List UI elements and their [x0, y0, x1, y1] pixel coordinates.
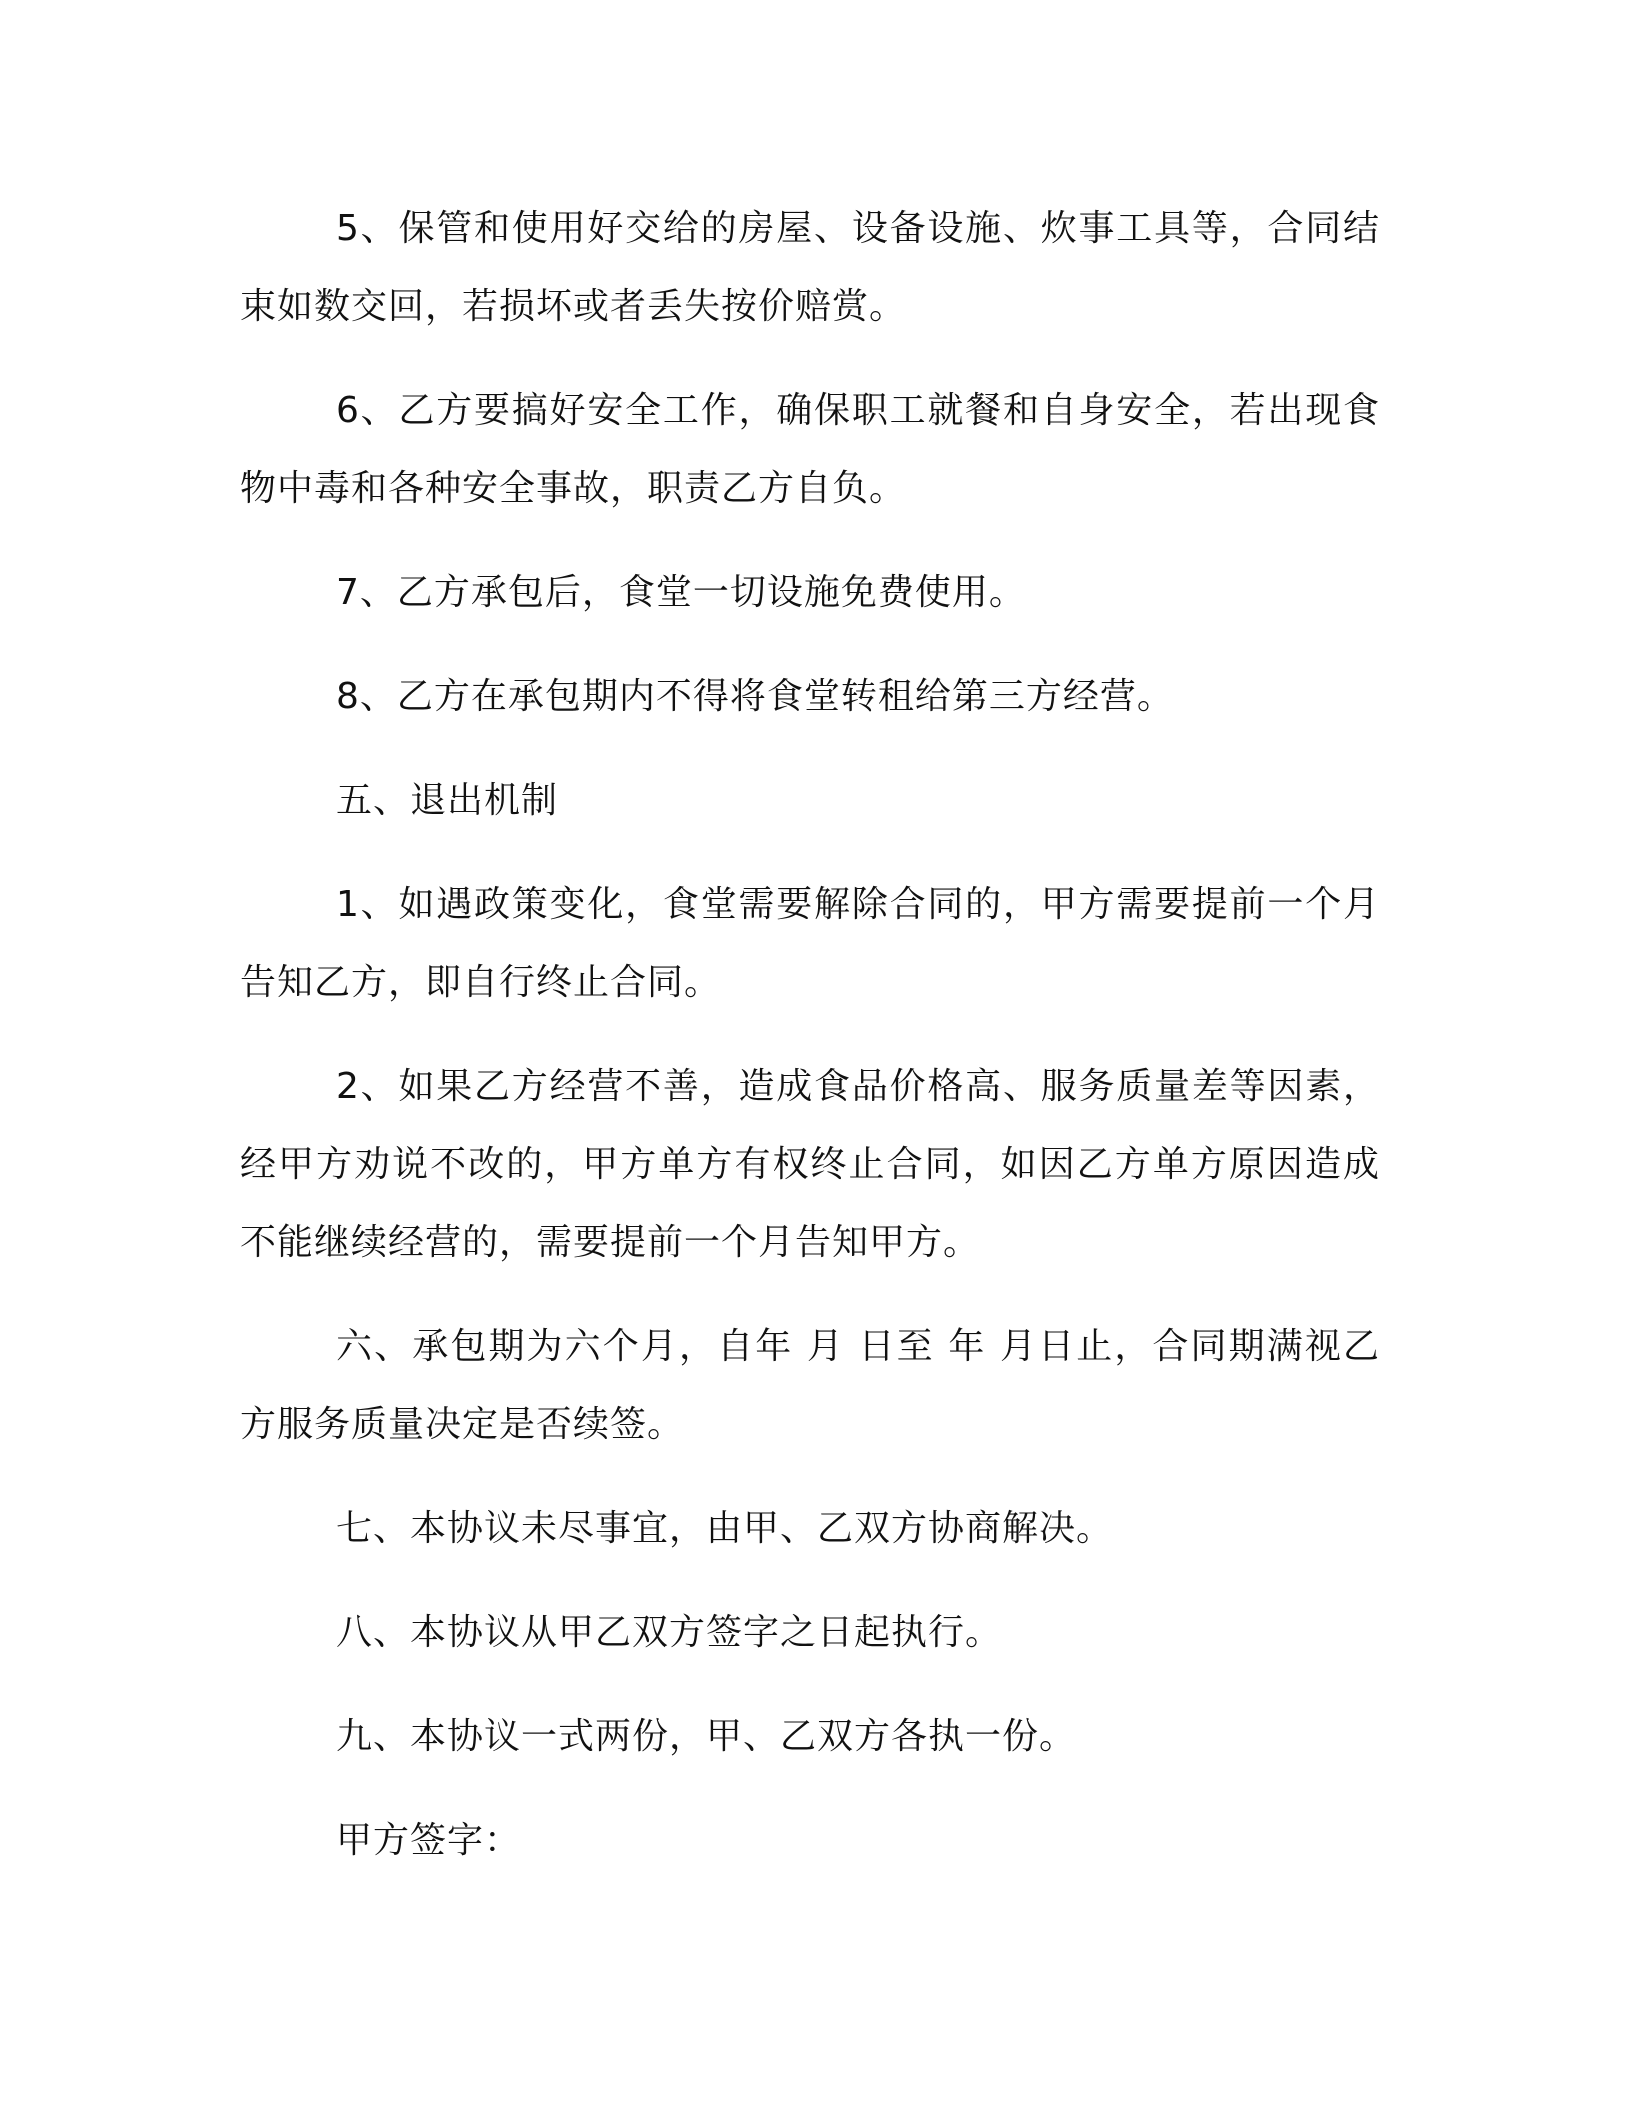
exit-clause-1: 1、如遇政策变化，食堂需要解除合同的，甲方需要提前一个月告知乙方，即自行终止合同。	[240, 884, 1380, 1003]
exit-clause-2: 2、如果乙方经营不善，造成食品价格高、服务质量差等因素，经甲方劝说不改的，甲方单方有权终止合同，如因乙方单方原因造成不能继续经营的，需要提前一个月告知甲方。	[240, 1066, 1380, 1263]
clause-7: 7、乙方承包后，食堂一切设施免费使用。	[336, 572, 1026, 613]
party-a-signature-label: 甲方签字：	[336, 1820, 522, 1861]
clause-6: 6、乙方要搞好安全工作，确保职工就餐和自身安全，若出现食物中毒和各种安全事故，职责乙方自负。	[240, 390, 1380, 509]
section-copies: 九、本协议一式两份，甲、乙双方各执一份。	[336, 1716, 1077, 1757]
document-body	[240, 190, 1380, 1906]
section-unresolved-matters: 七、本协议未尽事宜，由甲、乙双方协商解决。	[336, 1508, 1114, 1549]
clause-8: 8、乙方在承包期内不得将食堂转租给第三方经营。	[336, 676, 1174, 717]
section-heading-exit-mechanism: 五、退出机制	[336, 780, 559, 821]
section-contract-term: 六、承包期为六个月，自年 月 日至 年 月日止，合同期满视乙方服务质量决定是否续签。	[240, 1326, 1380, 1445]
clause-5: 5、保管和使用好交给的房屋、设备设施、炊事工具等，合同结束如数交回，若损坏或者丢失按价赔赏。	[240, 208, 1380, 327]
section-effective-date: 八、本协议从甲乙双方签字之日起执行。	[336, 1612, 1003, 1653]
